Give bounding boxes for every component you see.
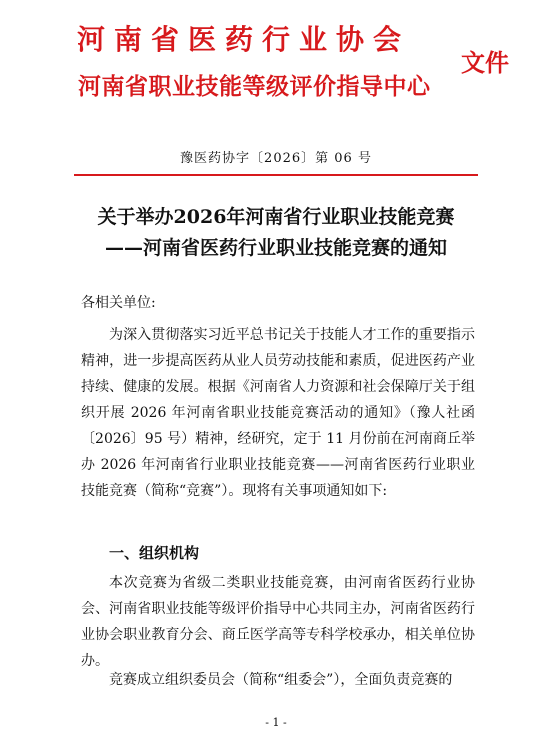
paragraph-committee: 竞赛成立组织委员会（简称“组委会”），全面负责竞赛的 xyxy=(109,672,453,688)
document-title-line-2: ——河南省医药行业职业技能竞赛的通知 xyxy=(104,237,447,259)
section-heading-organization: 一、组织机构 xyxy=(109,544,200,562)
greeting: 各相关单位: xyxy=(81,295,156,311)
paragraph-organizers: 本次竞赛为省级二类职业技能竞赛，由河南省医药行业协会、河南省职业技能等级评价指导中心共同主办，河南省医药行业协会职业教育分会、商丘医学高等专科学校承办，相关单位协办。 xyxy=(81,575,475,669)
paragraph-intro: 为深入贯彻落实习近平总书记关于技能人才工作的重要指示精神，进一步提高医药从业人员劳动技能和素质，促进医药产业持续、健康的发展。根据《河南省人力资源和社会保障厅关于组织开展 2026 年河南省职业技能竞赛活动的通知》（豫人社函〔2026〕95 号）精神，经研究，定于 11 月份前在河南商丘举办 2026 年河南省行业职业技能竞赛——河南省医药行业职业技能竞赛（简称“竞赛”）。现将有关事项通知如下: xyxy=(81,327,475,499)
document-number: 豫医药协字〔2026〕第 06 号 xyxy=(180,151,372,166)
issuing-org-2: 河南省职业技能等级评价指导中心 xyxy=(78,74,431,100)
document-type-label: 文件 xyxy=(461,49,509,77)
issuing-org-1: 河南省医药行业协会 xyxy=(77,23,411,56)
red-divider-line xyxy=(74,174,478,176)
document-title-line-1: 关于举办2026年河南省行业职业技能竞赛 xyxy=(97,206,455,228)
page-number: - 1 - xyxy=(265,716,287,729)
